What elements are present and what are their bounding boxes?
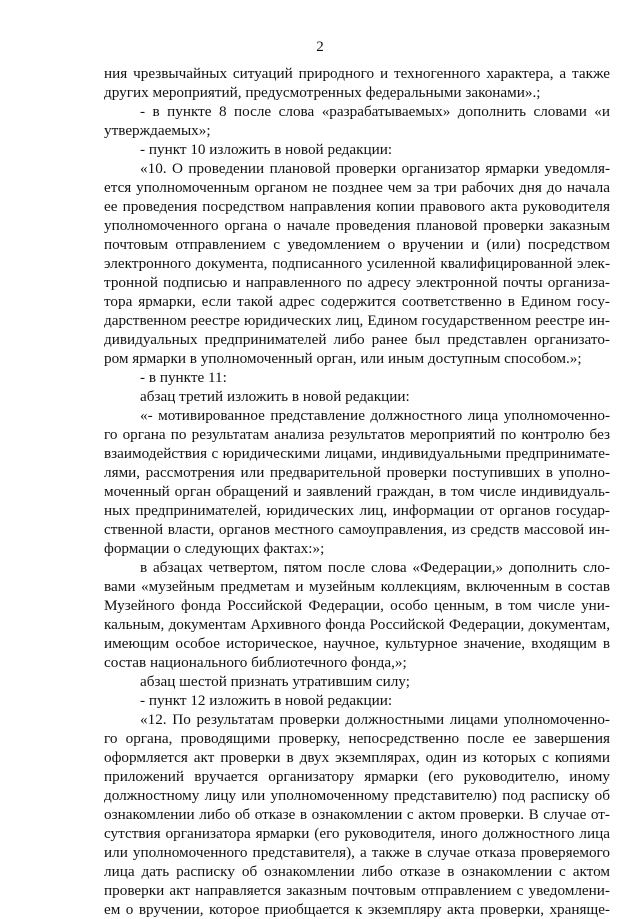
text-line: утверждаемых»; (104, 122, 211, 139)
text-line: в абзацах четвертом, пятом после слова «Федерации,» дополнить сло- (140, 559, 610, 576)
page-number: 2 (316, 39, 324, 55)
text-line: оформляется акт проверки в двух экземплярах, один из которых с копиями (104, 749, 610, 766)
text-line: формации о следующих фактах:»; (104, 540, 325, 557)
text-line: сутствия организатора ярмарки (его руководителя, иного должностного лица (104, 825, 610, 842)
text-line: - пункт 12 изложить в новой редакции: (140, 692, 393, 709)
text-line: дарственном реестре юридических лиц, Едином государственном реестре ин- (104, 312, 610, 329)
text-line: кальным, документам Архивного фонда Российской Федерации, документам, (104, 616, 610, 633)
text-line: ознакомлении либо об отказе в ознакомлении с актом проверки. В случае от- (104, 806, 610, 823)
text-line: Музейного фонда Российской Федерации, особо ценным, в том числе уни- (104, 597, 610, 614)
text-line: состав национального библиотечного фонда,»; (104, 654, 407, 671)
text-line: вами «музейным предметам и музейным коллекциям, включенным в состав (104, 578, 610, 595)
text-line: приложений вручается организатору ярмарки (его руководителю, иному (104, 768, 610, 785)
text-line: электронного документа, подписанного усиленной квалифицированной элек- (104, 255, 610, 272)
text-line: го органа по результатам анализа результатов мероприятий по контролю без (104, 426, 610, 443)
text-line: ем о вручении, которое приобщается к экземпляру акта проверки, хранящe- (104, 901, 610, 918)
text-line: других мероприятий, предусмотренных федеральными законами».; (104, 84, 541, 101)
text-line: ром ярмарки в уполномоченный орган, или иным доступным способом.»; (104, 350, 582, 367)
text-line: имеющим особое историческое, научное, культурное значение, входящим в (104, 635, 610, 652)
text-line: «10. О проведении плановой проверки организатор ярмарки уведомля- (140, 160, 610, 177)
text-line: проверки акт направляется заказным почтовым отправлением с уведомлени- (104, 882, 610, 899)
text-line: «- мотивированное представление должностного лица уполномоченно- (140, 407, 610, 424)
text-line: ее проведения посредством направления копии правового акта руководителя (104, 198, 610, 215)
text-line: - пункт 10 изложить в новой редакции: (140, 141, 393, 158)
document-body (104, 64, 610, 919)
text-line: взаимодействия с юридическими лицами, индивидуальными предпринимате- (104, 445, 610, 462)
text-line: - в пункте 11: (140, 369, 227, 386)
text-line: должностному лицу или уполномоченному представителю) под расписку об (104, 787, 610, 804)
text-line: ственной власти, органов местного самоуправления, из средств массовой ин- (104, 521, 610, 538)
text-line: лями, рассмотрения или предварительной проверки поступивших в уполно- (104, 464, 610, 481)
text-line: или уполномоченного представителя), а также в случае отказа проверяемого (104, 844, 610, 861)
text-line: го органа, проводящими проверку, непосредственно после ее завершения (104, 730, 610, 747)
text-line: ется уполномоченным органом не позднее чем за три рабочих дня до начала (104, 179, 610, 196)
text-line: «12. По результатам проверки должностными лицами уполномоченно- (140, 711, 610, 728)
text-line: уполномоченного органа о начале проведения плановой проверки заказным (104, 217, 610, 234)
text-line: абзац третий изложить в новой редакции: (140, 388, 410, 405)
text-line: дивидуальных предпринимателей либо ранее был представлен организато- (104, 331, 610, 348)
text-line: почтовым отправлением с уведомлением о вручении и (или) посредством (104, 236, 610, 253)
text-line: абзац шестой признать утратившим силу; (140, 673, 410, 690)
text-line: тора ярмарки, если такой адрес содержится соответственно в Едином госу- (104, 293, 610, 310)
text-line: - в пункте 8 после слова «разрабатываемых» дополнить словами «и (140, 103, 610, 120)
text-line: лица дать расписку об ознакомлении либо отказе в ознакомлении с актом (104, 863, 610, 880)
text-line: ния чрезвычайных ситуаций природного и техногенного характера, а также (104, 65, 610, 82)
text-line: тронной подписью и направленного по адресу электронной почты организа- (104, 274, 610, 291)
text-line: моченный орган обращений и заявлений граждан, в том числе индивидуаль- (104, 483, 610, 500)
text-line: ных предпринимателей, юридических лиц, информации от органов государ- (104, 502, 610, 519)
